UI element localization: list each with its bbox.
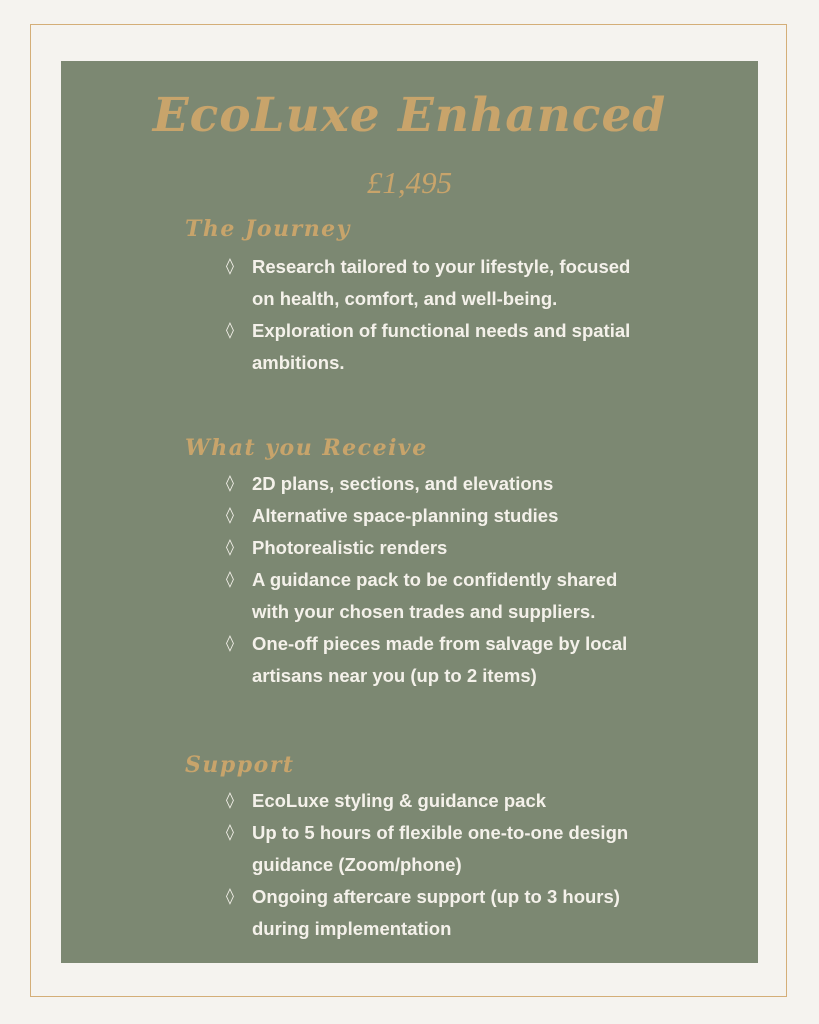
list-item [224, 468, 644, 500]
list-item [224, 251, 644, 315]
diamond-bullet-icon: ◊ [226, 537, 234, 556]
list-item-text: Research tailored to your lifestyle, focused on health, comfort, and well-being. [252, 256, 631, 309]
list-item [224, 817, 644, 881]
diamond-bullet-icon: ◊ [226, 473, 234, 492]
list-item [224, 500, 644, 532]
section-heading-support: Support [185, 752, 295, 778]
diamond-bullet-icon: ◊ [226, 256, 234, 275]
list-item-text: One-off pieces made from salvage by local artisans near you (up to 2 items) [252, 633, 628, 686]
package-price: £1,495 [366, 165, 453, 200]
diamond-bullet-icon: ◊ [226, 790, 234, 809]
list-item [224, 315, 644, 379]
journey-list [224, 251, 644, 379]
list-item-text: Exploration of functional needs and spatial ambitions. [252, 320, 631, 373]
list-item-text: Alternative space-planning studies [252, 505, 559, 526]
diamond-bullet-icon: ◊ [226, 822, 234, 841]
list-item-text: Ongoing aftercare support (up to 3 hours) during implementation [252, 886, 620, 939]
support-list [224, 785, 644, 945]
diamond-bullet-icon: ◊ [226, 505, 234, 524]
section-heading-journey: The Journey [185, 216, 351, 242]
diamond-bullet-icon: ◊ [226, 320, 234, 339]
package-title: EcoLuxe Enhanced [152, 88, 667, 143]
diamond-bullet-icon: ◊ [226, 886, 234, 905]
list-item [224, 628, 644, 692]
list-item-text: EcoLuxe styling & guidance pack [252, 790, 547, 811]
list-item [224, 564, 644, 628]
diamond-bullet-icon: ◊ [226, 633, 234, 652]
list-item [224, 532, 644, 564]
list-item [224, 785, 644, 817]
section-heading-what-you-receive: What you Receive [185, 435, 428, 461]
list-item-text: A guidance pack to be confidently shared with your chosen trades and suppliers. [252, 569, 618, 622]
receive-list [224, 468, 644, 692]
list-item [224, 881, 644, 945]
list-item-text: Photorealistic renders [252, 537, 448, 558]
list-item-text: 2D plans, sections, and elevations [252, 473, 554, 494]
diamond-bullet-icon: ◊ [226, 569, 234, 588]
list-item-text: Up to 5 hours of flexible one-to-one design guidance (Zoom/phone) [252, 822, 629, 875]
